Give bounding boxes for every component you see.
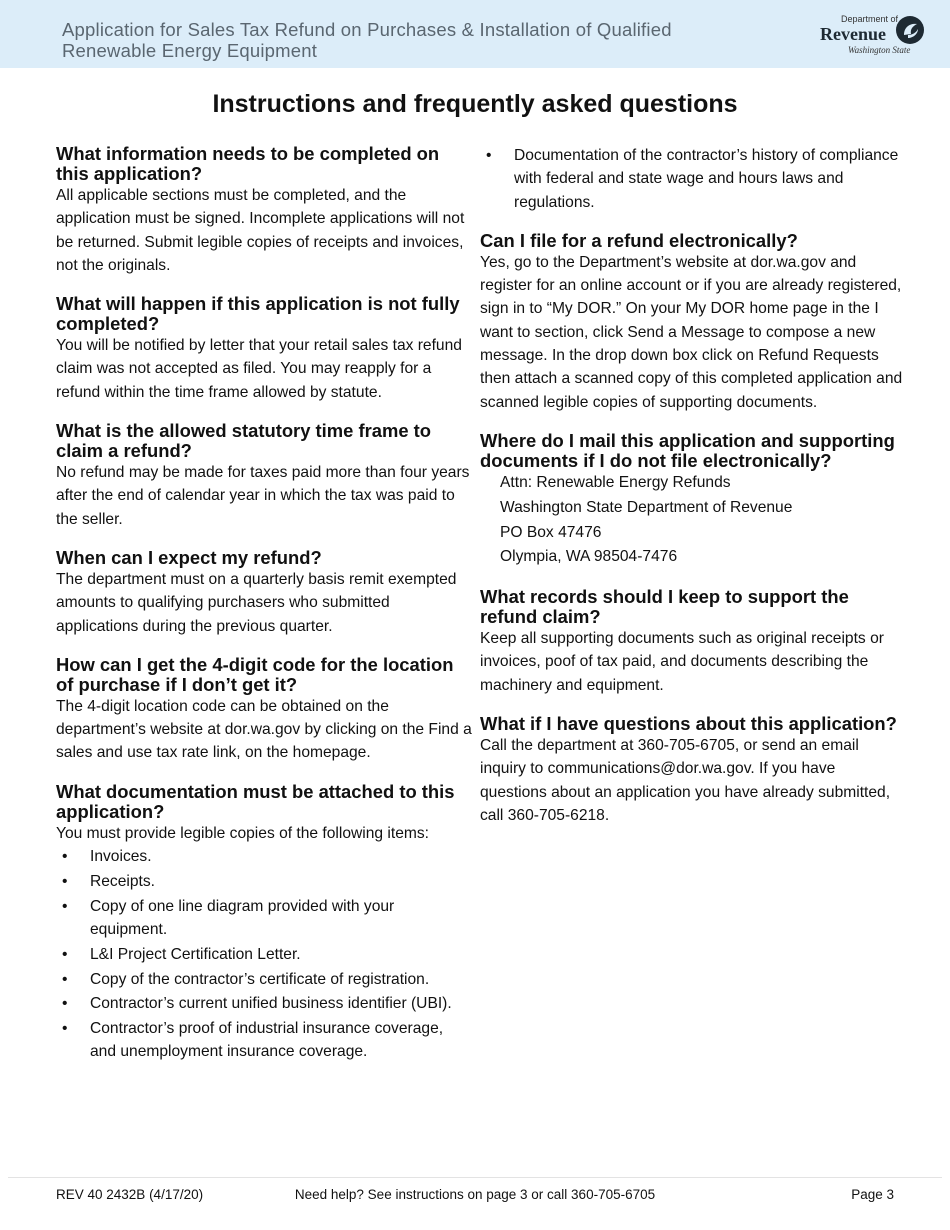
dor-logo (818, 12, 930, 58)
faq-time-frame (56, 421, 472, 531)
faq-body: The 4-digit location code can be obtained on the department’s website at dor.wa.gov by clicking on the Find a sales and use tax rate link, on the homepage. (56, 697, 472, 762)
faq-heading: What records should I keep to support the refund claim? (480, 586, 849, 628)
address-line: Attn: Renewable Energy Refunds (500, 473, 731, 491)
faq-heading: What will happen if this application is not fully completed? (56, 293, 460, 335)
list-item: • Copy of the contractor’s certificate of registration. (56, 968, 472, 991)
footer-help: Need help? See instructions on page 3 or call 360-705-6705 (294, 1187, 656, 1202)
footer-divider (8, 1177, 942, 1178)
right-column (480, 144, 906, 844)
faq-refund-timing (56, 548, 472, 638)
address-line: Olympia, WA 98504-7476 (500, 548, 678, 566)
faq-heading: What is the allowed statutory time frame to claim a refund? (56, 420, 432, 462)
footer-form-id: REV 40 2432B (4/17/20) (56, 1187, 204, 1202)
faq-incomplete (56, 294, 472, 404)
faq-body: Keep all supporting documents such as original receipts or invoices, poof of tax paid, and documents describing the machinery and equipment. (480, 630, 884, 694)
list-item: • Documentation of the contractor’s history of compliance with federal and state wage and hours laws and regulations. (480, 144, 906, 214)
faq-electronic-filing (480, 231, 906, 414)
list-item: • Contractor’s proof of industrial insurance coverage, and unemployment insurance coverage. (56, 1017, 472, 1064)
faq-heading: Can I file for a refund electronically? (480, 229, 798, 251)
form-title: Application for Sales Tax Refund on Purchases & Installation of Qualified Renewable Energy Equipment (62, 19, 672, 61)
list-item: • L&I Project Certification Letter. (56, 943, 472, 966)
faq-location-code (56, 655, 472, 765)
faq-body: All applicable sections must be completed, and the application must be signed. Incomplete applications will not be returned. Submit legible copies of receipts and invoices, not the originals. (56, 187, 465, 274)
documentation-list-continued (480, 144, 906, 214)
address-line: Washington State Department of Revenue (500, 498, 793, 516)
list-item: • Contractor’s current unified business identifier (UBI). (56, 992, 472, 1015)
logo-line3: Washington State (848, 45, 911, 55)
faq-body: Yes, go to the Department’s website at dor.wa.gov and register for an online account or if you are already registered, sign in to “My DOR.” On your My DOR home page in the I want to section, click Send a Message to compose a new message. In the drop down box click on Refund Requests then attach a scanned copy of this completed application and scanned legible copies of supporting documents. (480, 253, 903, 411)
list-item: • Receipts. (56, 870, 472, 893)
faq-body: The department must on a quarterly basis remit exempted amounts to qualifying purchasers who submitted applications during the previous quarter. (56, 570, 457, 635)
address-line: PO Box 47476 (500, 523, 602, 541)
list-item: • Copy of one line diagram provided with your equipment. (56, 895, 472, 942)
faq-body: No refund may be made for taxes paid more than four years after the end of calendar year in which the tax was paid to the seller. (56, 464, 470, 528)
dor-emblem-icon (894, 14, 926, 46)
faq-heading: How can I get the 4-digit code for the location of purchase if I don’t get it? (56, 653, 454, 695)
mailing-address (480, 471, 906, 570)
faq-completion (56, 144, 472, 277)
footer-page-number: Page 3 (851, 1187, 894, 1202)
faq-body: You must provide legible copies of the following items: (56, 824, 430, 842)
faq-body: You will be notified by letter that your retail sales tax refund claim was not accepted as filed. You may reapply for a refund within the time frame allowed by statute. (56, 337, 462, 401)
faq-heading: What if I have questions about this application? (480, 713, 897, 735)
faq-heading: When can I expect my refund? (56, 546, 322, 568)
faq-heading: What documentation must be attached to this application? (56, 780, 455, 822)
logo-line1: Department of (840, 14, 898, 24)
faq-documentation (56, 782, 472, 1064)
faq-heading: What information needs to be completed on this application? (56, 143, 440, 184)
faq-body: Call the department at 360-705-6705, or send an email inquiry to communications@dor.wa.gov. If you have questions about an application you have already submitted, call 360-705-6218. (480, 737, 891, 824)
documentation-list (56, 845, 472, 1064)
list-item: • Invoices. (56, 845, 472, 868)
documentation-continued (480, 144, 906, 214)
page-title: Instructions and frequently asked questions (212, 90, 738, 118)
faq-records (480, 587, 906, 697)
faq-heading: Where do I mail this application and supporting documents if I do not file electronically? (480, 429, 895, 471)
faq-mailing (480, 431, 906, 570)
faq-questions (480, 714, 906, 827)
logo-line2: Revenue (820, 24, 886, 44)
left-column (56, 144, 472, 1081)
page-header (0, 0, 950, 68)
